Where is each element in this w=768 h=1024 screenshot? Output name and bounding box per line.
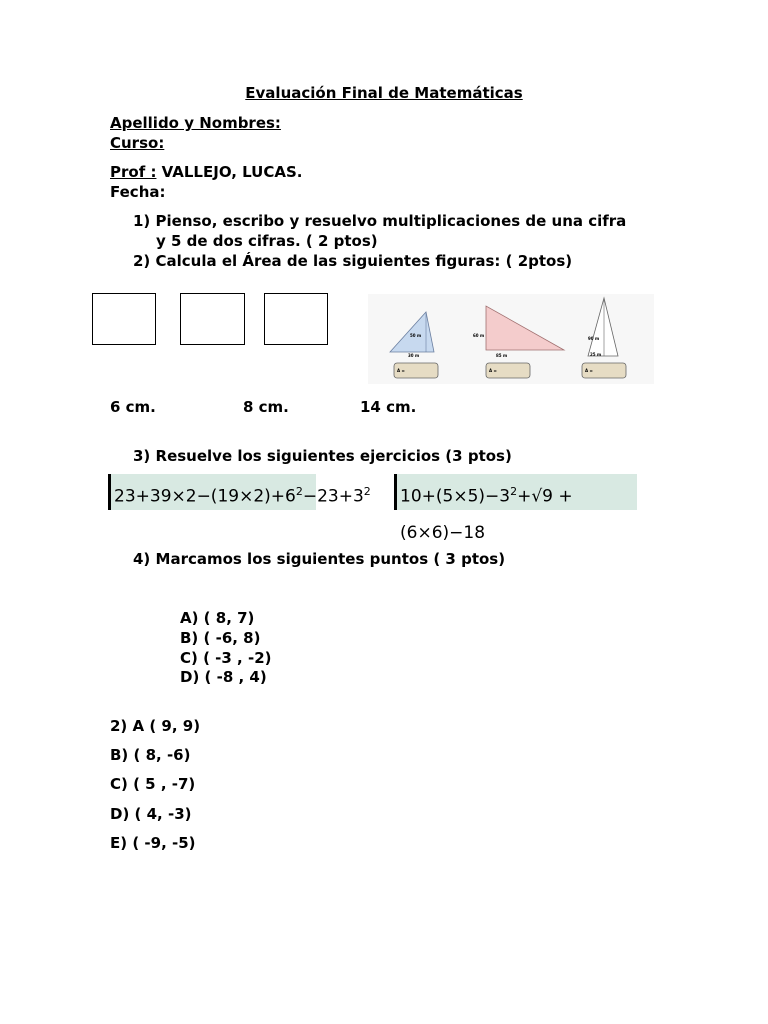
second-point-b: B) ( 8, -6) [110, 746, 191, 764]
square-label-6: 6 cm. [110, 398, 156, 416]
question-4: 4) Marcamos los siguientes puntos ( 3 ptos) [133, 550, 506, 568]
point-c: C) ( -3 , -2) [180, 649, 272, 667]
second-point-e: E) ( -9, -5) [110, 834, 196, 852]
square-label-14: 14 cm. [360, 398, 417, 416]
square-label-8: 8 cm. [243, 398, 289, 416]
question-1-line1: 1) Pienso, escribo y resuelvo multiplicaciones de una cifra [133, 212, 627, 230]
expression-1-exp-1: 2 [295, 485, 303, 498]
second-point-c: C) ( 5 , -7) [110, 775, 196, 793]
triangle-2-base-label: 85 m [496, 353, 508, 358]
curso-label: Curso: [110, 134, 165, 152]
fecha-label: Fecha: [110, 183, 166, 201]
question-3: 3) Resuelve los siguientes ejercicios (3 ptos) [133, 447, 512, 465]
triangle-3-answer-label: A = [585, 368, 593, 373]
second-point-a: 2) A ( 9, 9) [110, 717, 201, 735]
point-b: B) ( -6, 8) [180, 629, 261, 647]
apellido-label: Apellido y Nombres: [110, 114, 281, 132]
triangle-3-base-label: 25 m [590, 352, 602, 357]
prof-name: VALLEJO, LUCAS. [156, 163, 303, 181]
expression-1-exp-2: 2 [363, 485, 371, 498]
prof-line [110, 163, 302, 181]
point-a: A) ( 8, 7) [180, 609, 255, 627]
square-6cm [92, 293, 156, 345]
expression-2-part-b: +√9 +(6×6)−18 [400, 486, 573, 543]
triangle-1-base-label: 30 m [408, 353, 420, 358]
point-d: D) ( -8 , 4) [180, 668, 267, 686]
expression-1-part-a: 23+39×2−(19×2)+6 [114, 486, 296, 507]
triangle-3-height-label: 90 m [588, 336, 600, 341]
prof-label: Prof : [110, 163, 157, 181]
expression-2-part-a: 10+(5×5)−3 [400, 486, 511, 507]
triangle-1-answer-label: A = [397, 368, 405, 373]
expression-1-part-b: −23+3 [302, 486, 364, 507]
question-1-line2: y 5 de dos cifras. ( 2 ptos) [156, 232, 378, 250]
expression-1 [108, 474, 371, 510]
triangle-1-height-label: 50 m [410, 333, 422, 338]
question-2: 2) Calcula el Área de las siguientes figuras: ( 2ptos) [133, 252, 573, 270]
triangle-2-answer-label: A = [489, 368, 497, 373]
square-14cm [264, 293, 328, 345]
triangles-figure [368, 294, 654, 384]
triangle-2-height-label: 60 m [473, 333, 485, 338]
expression-2-exp-1: 2 [510, 485, 518, 498]
square-8cm [180, 293, 245, 345]
second-point-d: D) ( 4, -3) [110, 805, 192, 823]
page-title: Evaluación Final de Matemáticas [245, 84, 523, 102]
